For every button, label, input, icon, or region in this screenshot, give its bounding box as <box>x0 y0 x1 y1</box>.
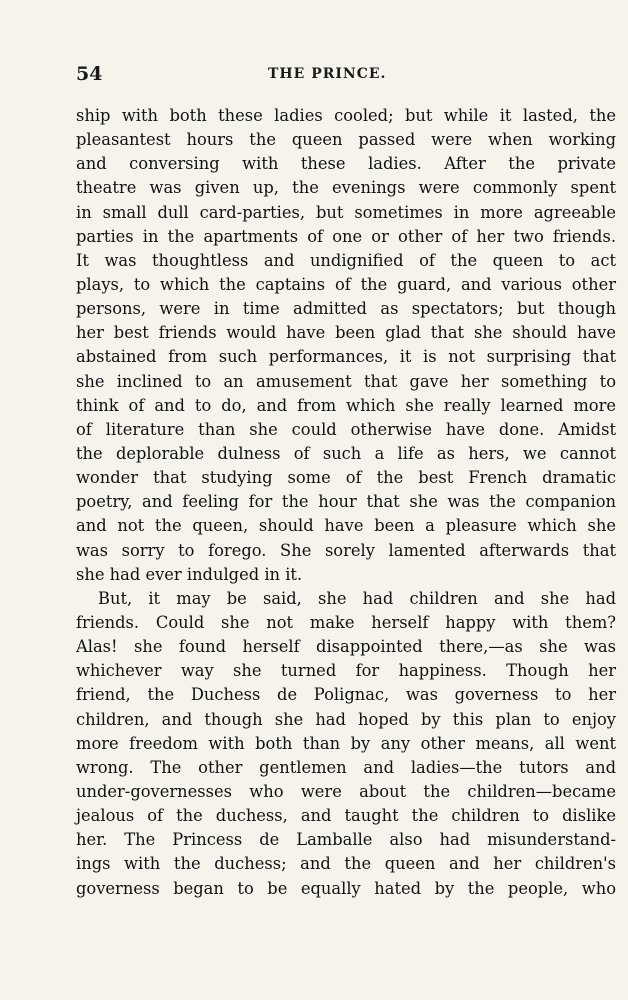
running-head: THE PRINCE. <box>268 66 387 82</box>
text-line: jealous of the duchess, and taught the children to dislike <box>76 806 616 826</box>
text-line: she inclined to an amusement that gave her something to <box>76 371 616 391</box>
page-header <box>76 63 614 89</box>
text-line: plays, to which the captains of the guard, and various other <box>76 274 616 294</box>
text-line: her. The Princess de Lamballe also had misunderstand- <box>76 830 616 850</box>
text-line: ings with the duchess; and the queen and her children's <box>76 854 616 874</box>
text-line: think of and to do, and from which she really learned more <box>76 395 616 415</box>
text-line: of literature than she could otherwise have done. Amidst <box>76 419 616 439</box>
text-line: Alas! she found herself disappointed there,—as she was <box>76 637 616 657</box>
text-line: and not the queen, should have been a pleasure which she <box>76 516 616 536</box>
text-line: persons, were in time admitted as spectators; but though <box>76 299 616 319</box>
text-line: in small dull card-parties, but sometimes in more agreeable <box>76 202 616 222</box>
text-line: friends. Could she not make herself happy with them? <box>76 612 616 632</box>
text-line: whichever way she turned for happiness. Though her <box>76 661 616 681</box>
paragraph-start-line: But, it may be said, she had children and she had <box>98 588 616 608</box>
text-line: wrong. The other gentlemen and ladies—the tutors and <box>76 757 616 777</box>
text-line: parties in the apartments of one or other of her two friends. <box>76 226 616 246</box>
text-line: It was thoughtless and undignified of the queen to act <box>76 250 616 270</box>
text-line: ship with both these ladies cooled; but while it lasted, the <box>76 106 616 125</box>
text-line: wonder that studying some of the best French dramatic <box>76 468 616 488</box>
text-line: was sorry to forego. She sorely lamented afterwards that <box>76 540 616 560</box>
page-number: 54 <box>76 63 103 85</box>
text-line: governess began to be equally hated by the people, who <box>76 878 616 898</box>
text-line: under-governesses who were about the children—became <box>76 781 616 801</box>
text-line: and conversing with these ladies. After the private <box>76 154 616 174</box>
text-line: poetry, and feeling for the hour that she was the companion <box>76 492 616 512</box>
text-line: friend, the Duchess de Polignac, was governess to her <box>76 685 616 705</box>
paragraph-end-line: she had ever indulged in it. <box>76 564 303 584</box>
text-line: abstained from such performances, it is not surprising that <box>76 347 616 367</box>
text-line: the deplorable dulness of such a life as hers, we cannot <box>76 443 616 463</box>
text-line: children, and though she had hoped by this plan to enjoy <box>76 709 616 729</box>
text-line: pleasantest hours the queen passed were when working <box>76 130 616 150</box>
body-text <box>76 104 616 901</box>
text-line: more freedom with both than by any other means, all went <box>76 733 616 753</box>
text-line: her best friends would have been glad that she should have <box>76 323 616 343</box>
text-line: theatre was given up, the evenings were commonly spent <box>76 178 616 198</box>
